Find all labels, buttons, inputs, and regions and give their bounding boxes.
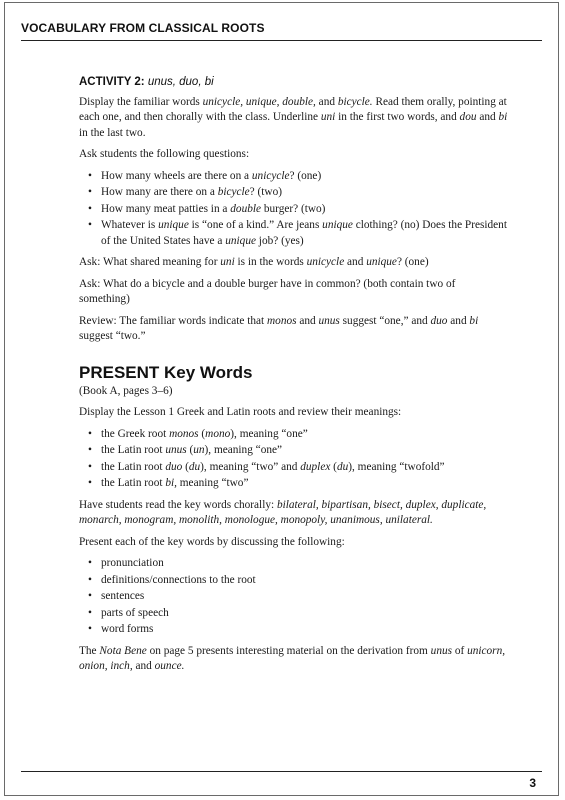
- ask-shared-meaning: [79, 255, 508, 271]
- ask-common: [79, 277, 508, 308]
- question-item: [101, 218, 508, 249]
- text-run: How many meat patties in a: [101, 202, 231, 215]
- root-item: [101, 427, 508, 443]
- text-run: meaning “two”: [176, 477, 249, 489]
- italic-text: uni: [220, 256, 235, 268]
- text-run: ), meaning “twofold”: [348, 460, 445, 473]
- italic-text: double: [230, 202, 262, 215]
- root-item: [101, 443, 508, 459]
- activity-title-label: ACTIVITY 2:: [79, 76, 145, 88]
- text-run: of: [452, 644, 468, 657]
- text-run: Ask: What shared meaning for: [79, 256, 221, 268]
- text-run: and: [296, 314, 319, 327]
- roots-list: [79, 427, 508, 492]
- activity-title: [79, 75, 508, 91]
- header-rule: [21, 40, 542, 41]
- italic-text: monos: [267, 314, 297, 327]
- text-run: (: [198, 427, 206, 440]
- text-run: ), meaning “one”: [204, 444, 283, 456]
- discuss-item: • sentences: [101, 589, 508, 605]
- section-title: PRESENT Key Words: [79, 362, 253, 382]
- root-item: [101, 476, 508, 492]
- text-run: Ask: What do a bicycle and a double burger have in common? (both contain two of something): [79, 277, 456, 305]
- italic-text: unus: [165, 444, 187, 456]
- italic-text: dou: [459, 111, 477, 123]
- text-run: is “one of a kind.” Are jeans: [188, 219, 323, 231]
- text-run: ? (two): [249, 186, 282, 198]
- text-run: How many wheels are there on a: [101, 169, 252, 182]
- discuss-intro: Present each of the key words by discussing the following:: [79, 535, 345, 548]
- italic-text: unicycle: [251, 169, 290, 182]
- italic-text: unus: [430, 644, 453, 657]
- question-item: [101, 202, 508, 218]
- text-run: How many are there on a: [101, 186, 218, 198]
- italic-text: bi: [469, 314, 479, 327]
- text-run: (: [182, 460, 189, 473]
- discuss-list: [79, 556, 508, 638]
- italic-text: monos: [169, 427, 199, 440]
- italic-text: du: [188, 460, 201, 473]
- root-item: [101, 460, 508, 476]
- key-words-paragraph: [79, 498, 508, 529]
- running-header: VOCABULARY FROM CLASSICAL ROOTS: [21, 21, 265, 35]
- nota-bene-paragraph: [79, 644, 508, 675]
- discuss-item: • definitions/connections to the root: [101, 573, 508, 589]
- text-run: the Latin root: [101, 460, 166, 473]
- activity-title-words: unus, duo, bi: [147, 76, 214, 88]
- italic-text: duplex: [300, 460, 331, 473]
- page-number: 3: [529, 776, 536, 790]
- text-run: suggest “two.”: [79, 330, 146, 342]
- italic-text: unique: [225, 234, 256, 247]
- italic-text: un: [193, 444, 205, 456]
- italic-text: unicycle: [306, 256, 345, 268]
- discuss-item: • pronunciation: [101, 556, 508, 572]
- text-run: ), meaning “two” and: [200, 460, 301, 473]
- text-run: (: [186, 444, 194, 456]
- italic-text: bi: [498, 111, 508, 123]
- text-run: is in the words: [234, 256, 307, 268]
- italic-text: du: [336, 460, 349, 473]
- italic-text: Nota Bene: [99, 644, 147, 657]
- text-run: the Latin root: [101, 444, 166, 456]
- italic-text: uni: [320, 111, 336, 123]
- text-run: Review: The familiar words indicate that: [79, 314, 268, 327]
- italic-text: duo: [165, 460, 183, 473]
- page: [4, 2, 559, 796]
- text-run: clothing? (no) Does the President of the United States have a: [101, 219, 507, 247]
- text-run: ), meaning “one”: [230, 427, 308, 440]
- page-content: [79, 75, 508, 681]
- book-reference: (Book A, pages 3–6): [79, 384, 173, 397]
- italic-text: unicorn, onion, inch,: [79, 644, 506, 672]
- review-paragraph: [79, 314, 508, 345]
- text-run: Whatever is: [101, 219, 159, 231]
- questions-intro: Ask students the following questions:: [79, 148, 250, 160]
- text-run: the Greek root: [101, 427, 170, 440]
- italic-text: bicycle: [217, 186, 250, 198]
- italic-text: unicycle, unique, double,: [202, 95, 316, 108]
- text-run: suggest “one,” and: [339, 314, 431, 327]
- roots-intro: Display the Lesson 1 Greek and Latin roots and review their meanings:: [79, 406, 402, 418]
- italic-text: ounce.: [154, 660, 185, 672]
- discuss-item: • word forms: [101, 622, 508, 638]
- text-run: (: [330, 460, 337, 473]
- italic-text: unus: [318, 314, 340, 327]
- italic-text: bi,: [165, 477, 177, 489]
- text-run: on page 5 presents interesting material on the derivation from: [146, 644, 431, 657]
- question-item: [101, 169, 508, 185]
- italic-text: unique: [366, 256, 397, 268]
- text-run: ? (one): [289, 169, 322, 182]
- text-run: ? (one): [396, 256, 429, 268]
- text-run: burger? (two): [261, 202, 326, 215]
- activity-intro: [79, 95, 508, 142]
- text-run: and: [132, 660, 155, 672]
- text-run: and: [476, 111, 499, 123]
- italic-text: unique: [158, 219, 189, 231]
- italic-text: unique: [322, 219, 353, 231]
- italic-text: bilateral, bipartisan, bisect, duplex, duplicate, monarch, monogram, monolith, monologue, monopoly, unanimous, unilateral.: [79, 498, 487, 526]
- questions-list: [79, 169, 508, 250]
- text-run: and: [315, 95, 338, 108]
- footer-rule: [21, 771, 542, 772]
- text-run: in the last two.: [79, 126, 146, 139]
- text-run: in the first two words, and: [335, 111, 460, 123]
- question-item: [101, 185, 508, 201]
- discuss-item: • parts of speech: [101, 606, 508, 622]
- text-run: and: [344, 256, 367, 268]
- italic-text: duo: [430, 314, 448, 327]
- italic-text: bicycle.: [337, 95, 373, 108]
- text-run: The: [79, 644, 100, 657]
- italic-text: mono: [205, 427, 231, 440]
- text-run: Read them orally, pointing at each one, and then chorally with the class. Underline: [79, 95, 507, 123]
- text-run: Display the familiar words: [79, 95, 203, 108]
- text-run: the Latin root: [101, 477, 166, 489]
- text-run: Have students read the key words chorally:: [79, 498, 277, 511]
- text-run: and: [447, 314, 470, 327]
- text-run: job? (yes): [255, 234, 304, 247]
